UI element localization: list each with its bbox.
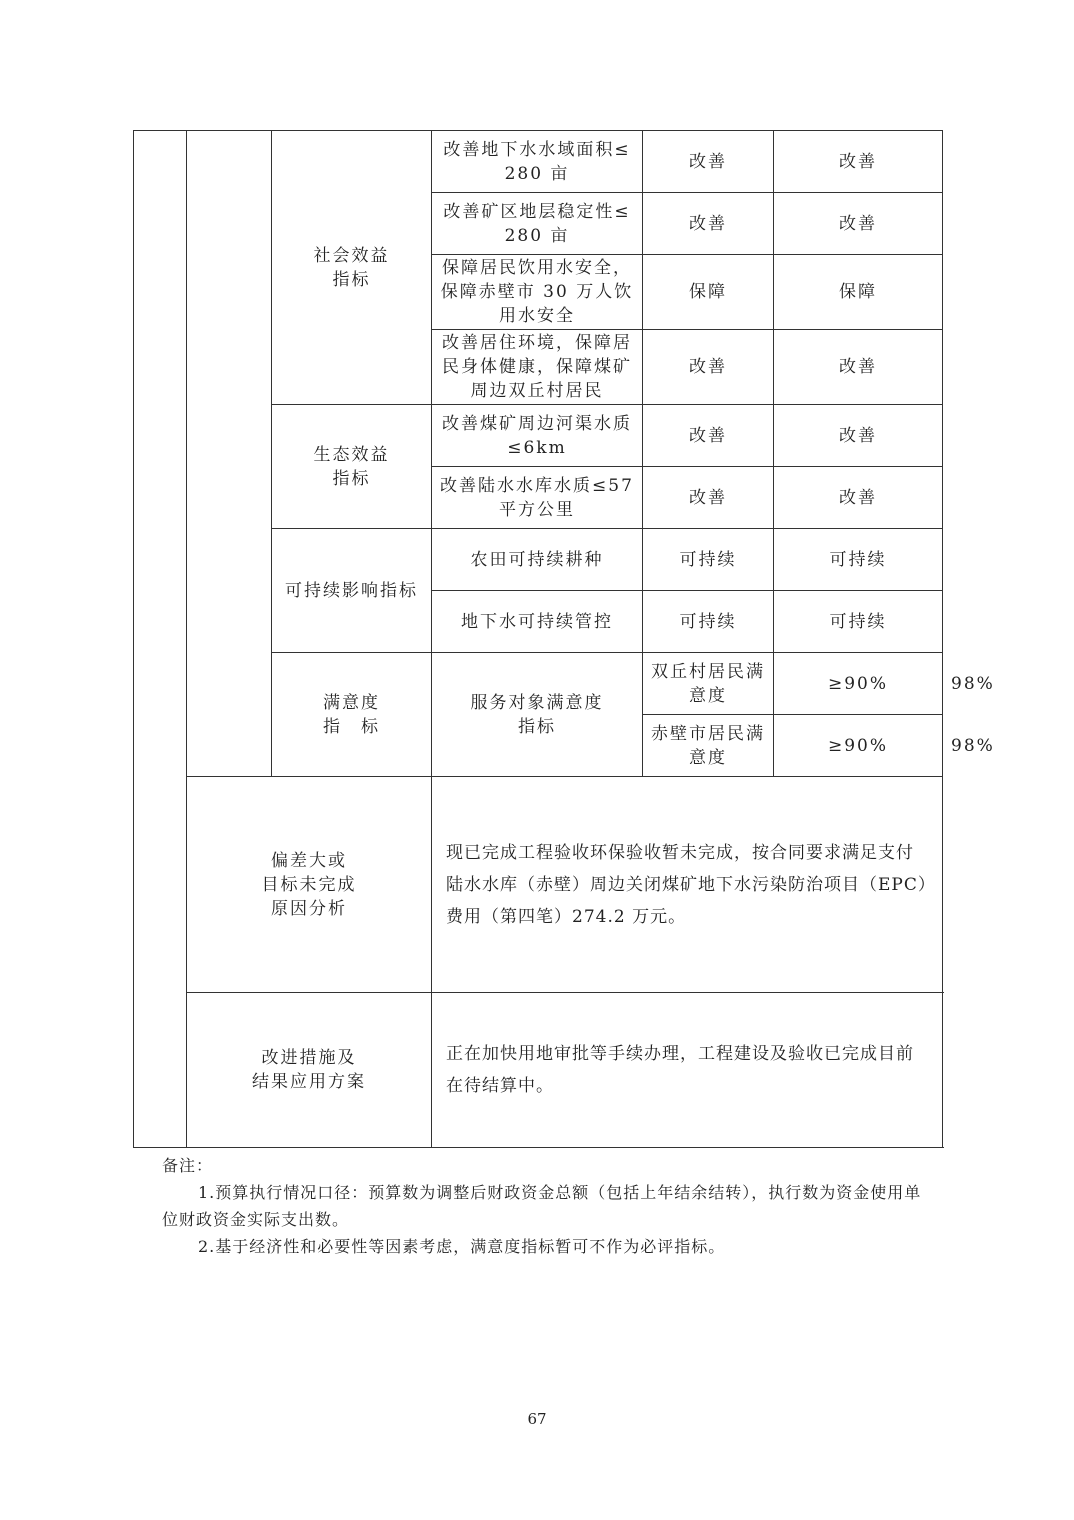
indicator-cell: 双丘村居民满意度: [643, 653, 774, 715]
actual-cell: 改善: [774, 193, 943, 255]
service-satisfaction-label: 服务对象满意度 指标: [432, 653, 643, 777]
actual-cell: 可持续: [774, 591, 943, 653]
indicator-cell: 地下水可持续管控: [432, 591, 643, 653]
target-cell: 改善: [643, 131, 774, 193]
target-cell: 可持续: [643, 591, 774, 653]
indicator-cell: 农田可持续耕种: [432, 529, 643, 591]
target-cell: 改善: [643, 467, 774, 529]
indicator-cell: 改善居住环境，保障居 民身体健康，保障煤矿 周边双丘村居民: [432, 330, 643, 405]
actual-cell: 改善: [774, 330, 943, 405]
table-row: [134, 777, 943, 993]
indicator-cell: 改善陆水水库水质≤57 平方公里: [432, 467, 643, 529]
deviation-label: 偏差大或 目标未完成 原因分析: [187, 777, 432, 993]
actual-cell: 改善: [774, 467, 943, 529]
target-cell: 保障: [643, 255, 774, 330]
target-cell: 改善: [643, 330, 774, 405]
table-row: 满意度 指 标 服务对象满意度 指标 双丘村居民满意度 ≥90% 98%: [134, 653, 943, 715]
satisfaction-category-label: 满意度 指 标: [272, 653, 432, 777]
actual-cell: 改善: [774, 405, 943, 467]
indicator-cell: 保障居民饮用水安全， 保障赤壁市 30 万人饮 用水安全: [432, 255, 643, 330]
ecological-benefit-label: 生态效益 指标: [272, 405, 432, 529]
table-row: 赤壁市居民满意度 ≥90% 98%: [134, 715, 943, 777]
note-item-1: 1.预算执行情况口径：预算数为调整后财政资金总额（包括上年结余结转），执行数为资金使用单位财政资金实际支出数。: [162, 1183, 922, 1229]
level2-cell-empty: [187, 131, 272, 777]
target-cell: 改善: [643, 193, 774, 255]
level1-cell-empty: [134, 131, 187, 1148]
target-cell: 可持续: [643, 529, 774, 591]
page-number: 67: [527, 1410, 547, 1428]
indicator-cell: 改善地下水水域面积≤ 280 亩: [432, 131, 643, 193]
target-cell: ≥90%: [774, 653, 943, 715]
social-benefit-label: 社会效益 指标: [272, 131, 432, 405]
table-row: [134, 131, 943, 193]
note-item-2: 2.基于经济性和必要性等因素考虑，满意度指标暂可不作为必评指标。: [198, 1237, 726, 1256]
notes-title: 备注：: [162, 1156, 214, 1175]
target-cell: ≥90%: [774, 715, 943, 777]
improvement-text: 正在加快用地审批等手续办理，工程建设及验收已完成目前在待结算中。: [432, 993, 943, 1148]
indicator-cell: 改善煤矿周边河渠水质 ≤6km: [432, 405, 643, 467]
target-cell: 改善: [643, 405, 774, 467]
actual-cell: 可持续: [774, 529, 943, 591]
improvement-label: 改进措施及 结果应用方案: [187, 993, 432, 1148]
indicator-cell: 改善矿区地层稳定性≤ 280 亩: [432, 193, 643, 255]
performance-table: [133, 130, 995, 1148]
sustainable-impact-label: 可持续影响指标: [272, 529, 432, 653]
table-row: [134, 993, 943, 1148]
actual-cell: 保障: [774, 255, 943, 330]
notes-section: [162, 1152, 922, 1260]
deviation-text: 现已完成工程验收环保验收暂未完成，按合同要求满足支付陆水水库（赤壁）周边关闭煤矿地下水污染防治项目（EPC）费用（第四笔）274.2 万元。: [432, 777, 943, 993]
actual-cell: 改善: [774, 131, 943, 193]
indicator-cell: 赤壁市居民满意度: [643, 715, 774, 777]
